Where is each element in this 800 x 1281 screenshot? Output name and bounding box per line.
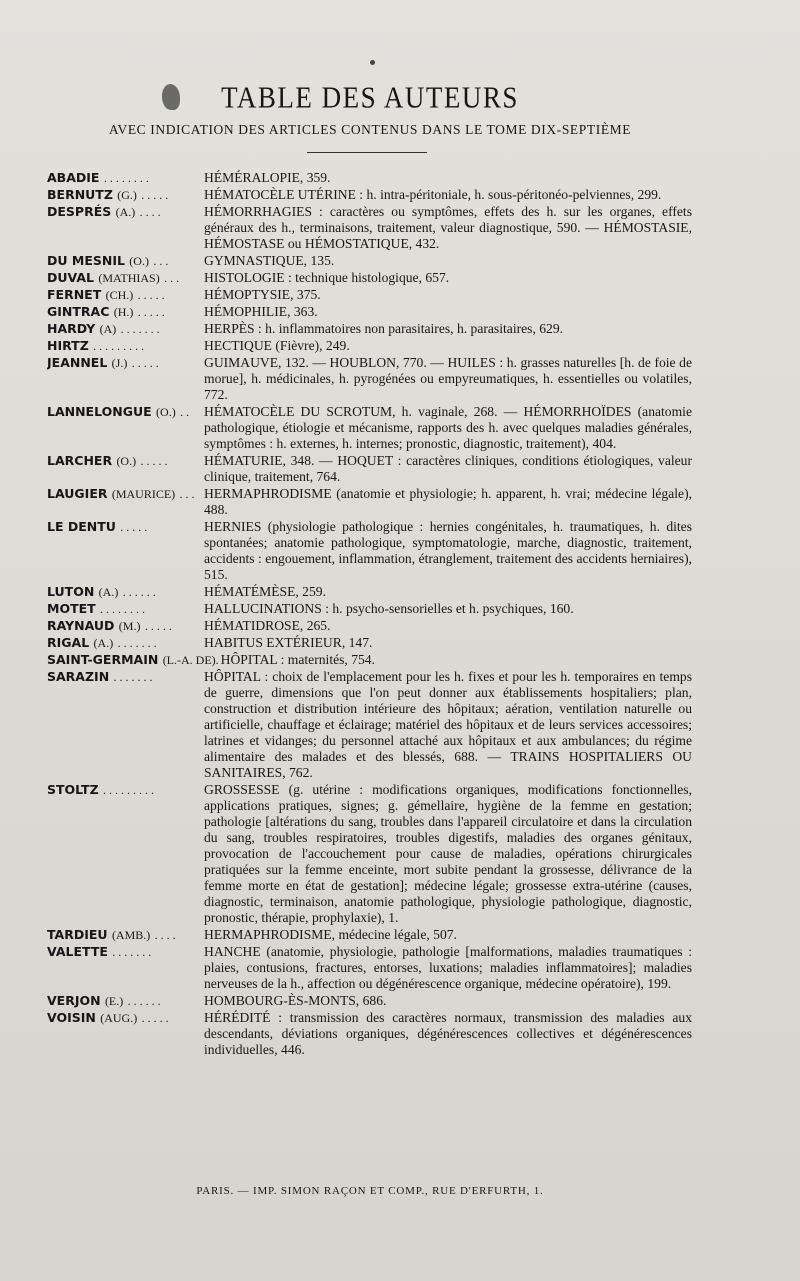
author-heading xyxy=(47,669,204,685)
author-name: VALETTE xyxy=(47,944,108,959)
article-references: HABITUS EXTÉRIEUR, 147. xyxy=(204,635,373,650)
author-initials: (MAURICE) xyxy=(111,487,176,501)
author-name: VERJON xyxy=(47,993,101,1008)
article-references: HALLUCINATIONS : h. psycho-sensorielles et h. psychiques, 160. xyxy=(204,601,574,616)
author-initials: (O.) xyxy=(129,254,149,268)
page-subtitle: AVEC INDICATION DES ARTICLES CONTENUS DANS LE TOME DIX-SEPTIÈME xyxy=(108,122,632,137)
author-heading xyxy=(47,519,204,535)
article-references: GROSSESSE (g. utérine : modifications organiques, modifications fonctionnelles, applications pratiques, signes; g. gémellaire, hygiène de la femme en gestation; pathologie [altérations du sang, troubles dans l'appareil circulatoire et dans la circulation du sang, troubles respiratoires, troubles digestifs, maladies des organes génitaux, provocation de l'accouchement pour cause de maladies, opérations chirurgicales pratiquées sur la femme enceinte, mort subite pendant la grossesse, délivrance de la femme morte en état de gestation]; médecine légale; grossesse extra-utérine (causes, diagnostic, terminaison, anatomie pathologique, physiologie pathologique, diagnostic, pronostic, thérapie, prophylaxie), 1. xyxy=(204,782,692,925)
article-references: HÉMATIDROSE, 265. xyxy=(204,618,331,633)
author-entry xyxy=(47,1010,692,1058)
leader-dots: . . . . . . . . . xyxy=(103,783,155,797)
leader-dots: . . . . . . . . xyxy=(100,602,146,616)
author-name: LANNELONGUE xyxy=(47,404,152,419)
leader-dots: . . . . . . . xyxy=(112,945,152,959)
author-name: LE DENTU xyxy=(47,519,116,534)
author-heading xyxy=(47,253,204,269)
leader-dots: . . . . . . . xyxy=(120,322,160,336)
author-heading xyxy=(47,486,204,502)
author-heading xyxy=(47,187,204,203)
author-initials: (H.) xyxy=(113,305,134,319)
leader-dots: . . . xyxy=(179,487,195,501)
author-initials: (A) xyxy=(99,322,117,336)
article-references: HERPÈS : h. inflammatoires non parasitaires, h. parasitaires, 629. xyxy=(204,321,564,336)
leader-dots: . . . . . xyxy=(137,305,165,319)
author-name: VOISIN xyxy=(47,1010,96,1025)
author-initials: (J.) xyxy=(111,356,128,370)
author-initials: (O.) xyxy=(116,454,137,468)
author-name: LUTON xyxy=(47,584,95,599)
leader-dots: . . xyxy=(180,405,190,419)
author-initials: (A.) xyxy=(93,636,114,650)
author-heading xyxy=(47,652,219,668)
leader-dots: . . . . xyxy=(154,928,176,942)
author-initials: (AMB.) xyxy=(111,928,151,942)
author-entry xyxy=(47,338,692,354)
author-heading xyxy=(47,170,204,186)
author-name: SAINT-GERMAIN xyxy=(47,652,159,667)
author-heading xyxy=(47,338,204,354)
author-initials: (AUG.) xyxy=(100,1011,138,1025)
article-references: HÉMOPHILIE, 363. xyxy=(204,304,318,319)
title-divider xyxy=(307,152,427,153)
author-heading xyxy=(47,601,204,617)
printer-imprint: PARIS. — IMP. SIMON RAÇON ET COMP., RUE D'ERFURTH, 1. xyxy=(196,1185,544,1197)
leader-dots: . . . . . xyxy=(141,188,169,202)
leader-dots: . . . . . . xyxy=(122,585,156,599)
leader-dots: . . . . . . . . xyxy=(103,171,149,185)
leader-dots: . . . xyxy=(164,271,180,285)
article-references: HOMBOURG-ÈS-MONTS, 686. xyxy=(204,993,387,1008)
author-entry xyxy=(47,321,692,337)
author-initials: (A.) xyxy=(98,585,119,599)
article-references: HÉMATURIE, 348. — HOQUET : caractères cliniques, conditions étiologiques, valeur clinique, traitement, 764. xyxy=(204,453,692,484)
author-name: TARDIEU xyxy=(47,927,108,942)
author-name: GINTRAC xyxy=(47,304,110,319)
author-heading xyxy=(47,782,204,798)
page-title: TABLE DES AUTEURS xyxy=(221,79,519,115)
author-entry xyxy=(47,204,692,252)
author-initials: (A.) xyxy=(115,205,136,219)
article-references: HÉMOPTYSIE, 375. xyxy=(204,287,321,302)
leader-dots: . . . . . xyxy=(144,619,172,633)
author-name: FERNET xyxy=(47,287,102,302)
author-entry xyxy=(47,944,692,992)
author-initials: (E.) xyxy=(104,994,124,1008)
author-heading xyxy=(47,321,204,337)
author-name: RAYNAUD xyxy=(47,618,115,633)
leader-dots: . . . . . . . xyxy=(117,636,157,650)
author-heading xyxy=(47,927,204,943)
author-entry xyxy=(47,170,692,186)
author-heading xyxy=(47,355,204,371)
author-name: RIGAL xyxy=(47,635,90,650)
author-name: ABADIE xyxy=(47,170,100,185)
author-heading xyxy=(47,270,204,286)
author-heading xyxy=(47,993,204,1009)
article-references: HÉMATÉMÈSE, 259. xyxy=(204,584,326,599)
author-list xyxy=(47,170,692,1059)
leader-dots: . . . . . xyxy=(131,356,159,370)
author-entry xyxy=(47,355,692,403)
author-heading xyxy=(47,944,204,960)
author-entry xyxy=(47,618,692,634)
author-initials: (MATHIAS) xyxy=(98,271,160,285)
author-heading xyxy=(47,584,204,600)
article-references: HÉMÉRALOPIE, 359. xyxy=(204,170,331,185)
author-initials: (M.) xyxy=(118,619,141,633)
article-references: HERMAPHRODISME (anatomie et physiologie; h. apparent, h. vrai; médecine légale), 488. xyxy=(204,486,692,517)
author-name: SARAZIN xyxy=(47,669,110,684)
author-name: DU MESNIL xyxy=(47,253,125,268)
leader-dots: . . . . . . . xyxy=(113,670,153,684)
author-heading xyxy=(47,635,204,651)
author-entry xyxy=(47,404,692,452)
leader-dots: . . . xyxy=(153,254,169,268)
author-heading xyxy=(47,287,204,303)
author-entry xyxy=(47,287,692,303)
leader-dots: . . . . . xyxy=(140,454,168,468)
author-heading xyxy=(47,404,204,420)
article-references: HÉMATOCÈLE DU SCROTUM, h. vaginale, 268. — HÉMORRHOÏDES (anatomie pathologique, étiologie et mécanisme, rapports des h. avec quelques maladies générales, symptômes : h. externes, h. internes; pronostic, diagnostic, traitement), 404. xyxy=(204,404,692,451)
author-entry xyxy=(47,304,692,320)
author-entry xyxy=(47,601,692,617)
author-heading xyxy=(47,618,204,634)
article-references: HÔPITAL : choix de l'emplacement pour les h. fixes et pour les h. temporaires en temps de guerre, dimensions que l'on peut donner aux établissements hospitaliers; plan, construction et distribution intérieure des hôpitaux; aération, ventilation naturelle ou artificielle, chauffage et éclairage; matériel des hôpitaux et de leurs services accessoires; latrines et vidanges; du personnel attaché aux hôpitaux et aux ambulances; du régime alimentaire des malades et des blessés, 688. — TRAINS HOSPITALIERS OU SANITAIRES, 762. xyxy=(204,669,692,780)
article-references: HÉMORRHAGIES : caractères ou symptômes, effets des h. sur les organes, effets généraux des h., terminaisons, traitement, valeur diagnostique, 590. — HÉMOSTASIE, HÉMOSTASE ou HÉMOSTATIQUE, 432. xyxy=(204,204,692,251)
author-name: BERNUTZ xyxy=(47,187,113,202)
author-entry xyxy=(47,253,692,269)
article-references: HISTOLOGIE : technique histologique, 657. xyxy=(204,270,450,285)
author-name: DESPRÉS xyxy=(47,204,112,219)
article-references: GUIMAUVE, 132. — HOUBLON, 770. — HUILES : h. grasses naturelles [h. de foie de morue], h. médicinales, h. pyrogénées ou empyreumatiques, h. essentielles ou volatiles, 772. xyxy=(204,355,692,402)
author-heading xyxy=(47,204,204,220)
author-name: LARCHER xyxy=(47,453,113,468)
author-name: HIRTZ xyxy=(47,338,89,353)
author-initials: (G.) xyxy=(117,188,137,202)
author-name: MOTET xyxy=(47,601,96,616)
ink-spot xyxy=(370,60,375,65)
author-initials: (L.-A. DE). xyxy=(162,653,219,667)
article-references: HÉMATOCÈLE UTÉRINE : h. intra-péritoniale, h. sous-péritonéo-pelviennes, 299. xyxy=(204,187,662,202)
leader-dots: . . . . . . . . . xyxy=(93,339,145,353)
author-entry xyxy=(47,993,692,1009)
author-entry xyxy=(47,652,692,668)
leader-dots: . . . . . . xyxy=(127,994,161,1008)
article-references: HECTIQUE (Fièvre), 249. xyxy=(204,338,350,353)
author-name: JEANNEL xyxy=(47,355,108,370)
author-entry xyxy=(47,486,692,518)
author-entry xyxy=(47,270,692,286)
author-heading xyxy=(47,453,204,469)
author-entry xyxy=(47,669,692,781)
author-initials: (CH.) xyxy=(105,288,134,302)
author-name: HARDY xyxy=(47,321,96,336)
author-entry xyxy=(47,187,692,203)
author-heading xyxy=(47,304,204,320)
author-entry xyxy=(47,782,692,926)
author-entry xyxy=(47,584,692,600)
author-initials: (O.) xyxy=(156,405,176,419)
author-heading xyxy=(47,1010,204,1026)
article-references: HANCHE (anatomie, physiologie, pathologie [malformations, maladies traumatiques : plaies, contusions, fractures, entorses, luxations; maladies inflammatoires]; maladies nerveuses de la h., affection ou dégénérescence organique, médecine opératoire), 199. xyxy=(204,944,692,991)
author-name: STOLTZ xyxy=(47,782,99,797)
author-entry xyxy=(47,635,692,651)
article-references: HÉRÉDITÉ : transmission des caractères normaux, transmission des maladies aux descendants, déviations organiques, dégénérescences collectives et dégénérescences individuelles, 446. xyxy=(204,1010,692,1057)
author-name: DUVAL xyxy=(47,270,94,285)
leader-dots: . . . . . xyxy=(120,520,148,534)
author-entry xyxy=(47,519,692,583)
leader-dots: . . . . xyxy=(139,205,161,219)
article-references: HERNIES (physiologie pathologique : hernies congénitales, h. traumatiques, h. dites spontanées; anatomie pathologique, symptomatologie, marche, diagnostic, traitement, accidents : engouement, inflammation, étranglement, traitement des accidents herniaires), 515. xyxy=(204,519,692,582)
author-entry xyxy=(47,927,692,943)
leader-dots: . . . . . xyxy=(141,1011,169,1025)
author-entry xyxy=(47,453,692,485)
author-name: LAUGIER xyxy=(47,486,108,501)
leader-dots: . . . . . xyxy=(137,288,165,302)
article-references: GYMNASTIQUE, 135. xyxy=(204,253,335,268)
article-references: HÔPITAL : maternités, 754. xyxy=(220,652,376,667)
article-references: HERMAPHRODISME, médecine légale, 507. xyxy=(204,927,457,942)
